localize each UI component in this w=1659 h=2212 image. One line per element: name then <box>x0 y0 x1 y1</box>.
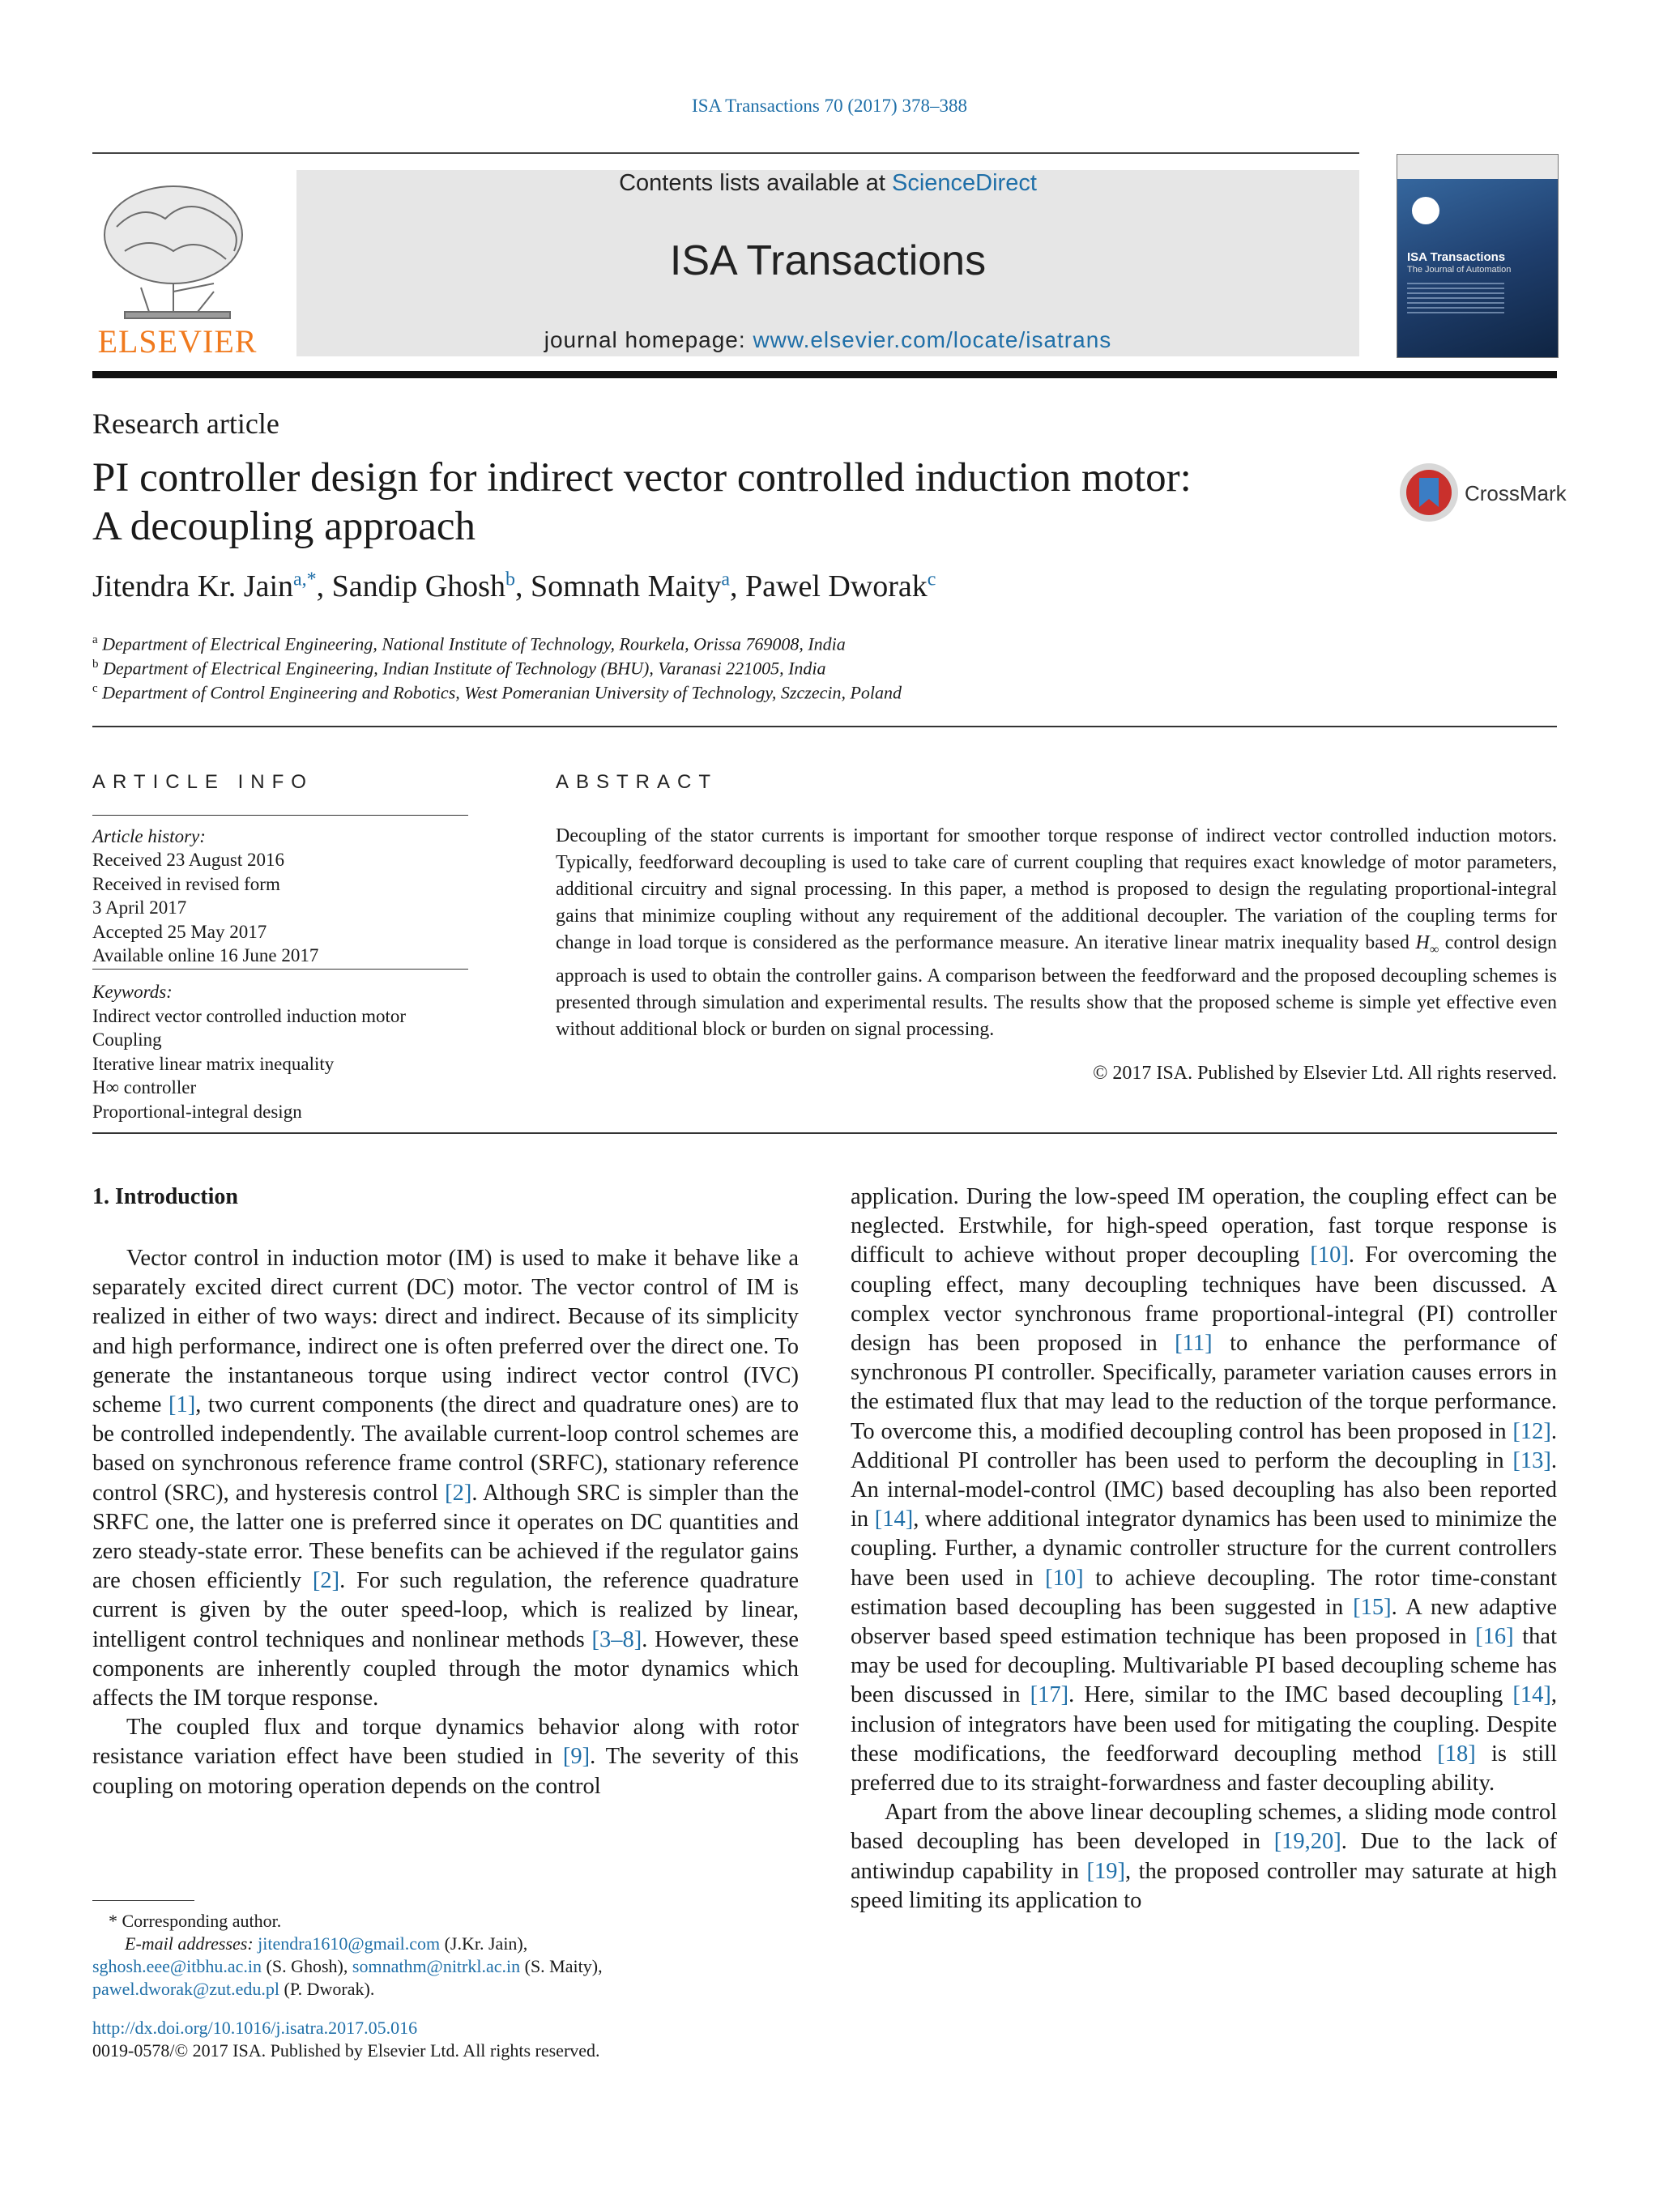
info-divider <box>92 815 468 816</box>
citation-link[interactable]: [19] <box>1086 1858 1125 1884</box>
paragraph-text: . The severity of this coupling on motoring operation depends on the control <box>92 1744 799 1799</box>
citation-link[interactable]: [18] <box>1437 1741 1476 1767</box>
email-owner: (P. Dworak). <box>279 1979 375 1999</box>
affiliation-b <box>92 658 826 679</box>
contents-line <box>296 170 1359 197</box>
email-owner: (S. Ghosh), <box>262 1956 352 1976</box>
keyword-item: H∞ controller <box>92 1077 197 1097</box>
affiliation-text: Department of Electrical Engineering, National Institute of Technology, Rourkela, Orissa 769008, India <box>102 633 846 654</box>
title-line-2: A decoupling approach <box>92 504 476 549</box>
author-3-sup[interactable]: a <box>721 569 731 590</box>
citation-link[interactable]: [14] <box>1512 1682 1551 1708</box>
paragraph-text: . Although SRC is simpler than the SRFC one, the latter one is preferred since it operates on DC quantities and zero steady-state error. These benefits can be achieved if the regulator gains are chosen efficiently <box>92 1480 799 1594</box>
author-list <box>92 569 936 604</box>
citation-link[interactable]: [15] <box>1353 1594 1392 1620</box>
affiliation-c <box>92 682 902 703</box>
doi-link[interactable]: http://dx.doi.org/10.1016/j.isatra.2017.05.016 <box>92 2018 418 2038</box>
author-4-sup[interactable]: c <box>927 569 936 590</box>
cover-title: ISA Transactions <box>1407 250 1506 264</box>
citation-link[interactable]: [10] <box>1310 1242 1349 1268</box>
section-heading-introduction: 1. Introduction <box>92 1184 238 1209</box>
email-link[interactable]: pawel.dworak@zut.edu.pl <box>92 1979 280 1999</box>
email-link[interactable]: sghosh.eee@itbhu.ac.in <box>92 1956 262 1976</box>
citation-link[interactable]: [11] <box>1175 1331 1213 1357</box>
paragraph-text: , where additional integrator dynamics has been used to minimize the coupling. Further, a dynamic controller structure for the current controllers have been used in <box>851 1507 1558 1591</box>
email-owner: (S. Maity), <box>520 1956 603 1976</box>
journal-cover[interactable] <box>1397 154 1559 358</box>
crossmark-label: CrossMark <box>1465 481 1567 505</box>
history-item: Available online 16 June 2017 <box>92 945 319 965</box>
footnote-divider <box>92 1900 194 1901</box>
abstract-copyright: © 2017 ISA. Published by Elsevier Ltd. All rights reserved. <box>1093 1063 1557 1084</box>
affiliation-a <box>92 633 846 654</box>
issn-line: 0019-0578/© 2017 ISA. Published by Elsevier Ltd. All rights reserved. <box>92 2040 600 2061</box>
article-info-heading: ARTICLE INFO <box>92 771 313 793</box>
author-2-sup[interactable]: b <box>505 569 515 590</box>
paragraph-text: . Due to the lack of antiwindup capability in <box>851 1829 1557 1884</box>
elsevier-wordmark: ELSEVIER <box>97 323 258 360</box>
crossmark-icon <box>1398 462 1460 523</box>
affiliation-text: Department of Electrical Engineering, Indian Institute of Technology (BHU), Varanasi 221005, India <box>103 658 826 679</box>
affiliation-sup: a <box>92 633 98 646</box>
homepage-link[interactable]: www.elsevier.com/locate/isatrans <box>753 327 1112 352</box>
author-1-sup[interactable]: a,* <box>293 569 317 590</box>
paragraph <box>851 1798 1557 1916</box>
paragraph-text: that may be used for decoupling. Multivariable PI based decoupling scheme has been discussed in <box>851 1624 1557 1708</box>
journal-reference[interactable]: ISA Transactions 70 (2017) 378–388 <box>692 96 967 116</box>
crossmark-badge[interactable] <box>1398 462 1567 526</box>
info-divider <box>92 969 468 970</box>
header-thick-divider <box>92 371 1557 378</box>
citation-link[interactable]: [13] <box>1512 1447 1551 1473</box>
paragraph-text: application. During the low-speed IM operation, the coupling effect can be neglected. Erstwhile, for high-speed operation, fast torque response is difficult to achieve without proper decoupling <box>851 1184 1557 1268</box>
paragraph-text: is still preferred due to its straight-forwardness and faster decoupling ability. <box>851 1741 1557 1796</box>
email-owner: (J.Kr. Jain), <box>440 1933 528 1954</box>
paragraph-text: . A new adaptive observer based speed estimation technique has been proposed in <box>851 1594 1557 1650</box>
email-label: E-mail addresses: <box>125 1933 258 1954</box>
paragraph-text: Vector control in induction motor (IM) is used to make it behave like a separately excited direct current (DC) motor. The vector control of IM is realized in either of two ways: direct and indirect. Because of its simplicity and high performance, indirect one is often preferred over the direct one. To generate the instantaneous torque using indirect vector control (IVC) scheme <box>92 1246 799 1418</box>
citation-link[interactable]: [9] <box>562 1744 591 1770</box>
article-type: Research article <box>92 407 279 440</box>
citation-link[interactable]: [1] <box>168 1392 196 1418</box>
citation-link[interactable]: [3–8] <box>591 1626 642 1652</box>
keyword-item: Proportional-integral design <box>92 1102 302 1122</box>
author-sep: , <box>730 569 746 603</box>
paragraph-text: , inclusion of integrators have been used for mitigating the coupling. Despite these modifications, the feedforward decoupling method <box>851 1682 1557 1767</box>
paragraph-text: . Here, similar to the IMC based decoupling <box>1068 1682 1513 1708</box>
paragraph-text: . An internal-model-control (IMC) based decoupling has also been reported in <box>851 1447 1557 1532</box>
abstract-divider <box>92 1132 1557 1134</box>
paragraph <box>92 1713 799 1801</box>
paragraph-text: . For such regulation, the reference quadrature current is given by the outer speed-loop, which is realized by linear, intelligent control techniques and nonlinear methods <box>92 1568 799 1652</box>
article-title <box>92 454 1388 551</box>
corresponding-author-note: * Corresponding author. <box>109 1911 282 1931</box>
citation-link[interactable]: [16] <box>1475 1624 1514 1650</box>
email-line-1 <box>125 1933 527 1955</box>
history-item: Received 23 August 2016 <box>92 850 284 870</box>
affiliation-sup: c <box>92 682 98 695</box>
body-column-left <box>92 1244 799 1801</box>
keyword-item: Indirect vector controlled induction motor <box>92 1006 407 1026</box>
citation-link[interactable]: [10] <box>1045 1565 1084 1591</box>
abstract-text: control design approach is used to obtain the controller gains. A comparison between the feedforward and the proposed decoupling schemes is presented through simulation and experimental results. The results show that the proposed scheme is simple yet effective even without additional block or burden on signal processing. <box>556 932 1558 1040</box>
paragraph-text: to enhance the performance of synchronous PI controller. Specifically, parameter variation causes errors in the estimated flux that may lead to the reduction of the torque performance. To overcome this, a modified decoupling control has been proposed in <box>851 1331 1557 1444</box>
sciencedirect-link[interactable]: ScienceDirect <box>892 170 1037 196</box>
citation-link[interactable]: [19,20] <box>1273 1829 1341 1855</box>
paragraph-text: The coupled flux and torque dynamics behavior along with rotor resistance variation effect have been studied in <box>92 1715 799 1770</box>
homepage-prefix: journal homepage: <box>544 327 753 352</box>
keywords-label: Keywords: <box>92 982 173 1002</box>
history-item: Accepted 25 May 2017 <box>92 922 267 942</box>
citation-link[interactable]: [17] <box>1030 1682 1069 1708</box>
author-1: Jitendra Kr. Jain <box>92 569 294 603</box>
history-label: Article history: <box>92 826 206 846</box>
affiliation-sup: b <box>92 658 99 671</box>
paragraph-text: , two current components (the direct and quadrature ones) are to be controlled independently. The available current-loop control schemes are based on synchronous reference frame control (SRFC), stationary reference control (SRC), and hysteresis control <box>92 1392 799 1506</box>
body-column-right <box>851 1183 1557 1916</box>
h-infinity-symbol: H <box>1415 932 1430 953</box>
keyword-item: Iterative linear matrix inequality <box>92 1054 335 1074</box>
history-item: Received in revised form <box>92 874 280 894</box>
top-divider <box>92 152 1359 154</box>
author-3: Somnath Maity <box>530 569 722 603</box>
contents-prefix: Contents lists available at <box>619 170 892 196</box>
citation-link[interactable]: [2] <box>445 1480 472 1506</box>
journal-name: ISA Transactions <box>669 237 987 284</box>
citation-link[interactable]: [2] <box>312 1568 340 1594</box>
title-divider <box>92 726 1557 727</box>
email-link[interactable]: jitendra1610@gmail.com <box>258 1933 441 1954</box>
homepage-line <box>296 327 1359 353</box>
keyword-item: Coupling <box>92 1029 162 1050</box>
paragraph-text: to achieve decoupling. The rotor time-constant estimation based decoupling has been suggested in <box>851 1565 1557 1620</box>
citation-link[interactable]: [14] <box>874 1507 914 1532</box>
abstract-text: Decoupling of the stator currents is important for smoother torque response of indirect vector controlled induction motors. Typically, feedforward decoupling is used to take care of current coupling that requires exact knowledge of motor parameters, additional circuitry and signal processing. In this paper, a method is proposed to design the regulating proportional-integral gains that minimize coupling without any requirement of the additional decoupler. The variation of the coupling terms for change in load torque is considered as the performance measure. An iterative linear matrix inequality based <box>556 825 1557 953</box>
affiliation-text: Department of Control Engineering and Robotics, West Pomeranian University of Technology, Szczecin, Poland <box>102 682 902 703</box>
email-line-2 <box>92 1955 603 1978</box>
abstract-heading: ABSTRACT <box>556 771 719 793</box>
email-link[interactable]: somnathm@nitrkl.ac.in <box>352 1956 521 1976</box>
paragraph-text: . For overcoming the coupling effect, many decoupling techniques have been discussed. A complex vector synchronous frame proportional-integral (PI) controller design has been proposed in <box>851 1242 1557 1357</box>
email-line-3 <box>92 1978 374 2001</box>
paragraph <box>851 1183 1557 1798</box>
citation-link[interactable]: [12] <box>1512 1418 1551 1444</box>
cover-subtitle: The Journal of Automation <box>1407 265 1512 275</box>
author-sep: , <box>514 569 531 603</box>
author-2: Sandip Ghosh <box>331 569 505 603</box>
paragraph-text: . However, these components are inherently coupled through the motor dynamics which affects the IM torque response. <box>92 1626 799 1711</box>
paragraph-text: , the proposed controller may saturate at high speed limiting its application to <box>851 1858 1557 1913</box>
title-line-1: PI controller design for indirect vector controlled induction motor: <box>92 455 1192 501</box>
author-4: Pawel Dworak <box>745 569 928 603</box>
author-sep: , <box>316 569 332 603</box>
h-infinity-subscript: ∞ <box>1429 942 1439 957</box>
paragraph-text: . Additional PI controller has been used to perform the decoupling in <box>851 1418 1557 1473</box>
history-item: 3 April 2017 <box>92 897 187 918</box>
paragraph <box>92 1244 799 1713</box>
paragraph-text: Apart from the above linear decoupling schemes, a sliding mode control based decoupling has been developed in <box>851 1800 1557 1855</box>
abstract-body <box>556 823 1557 1043</box>
